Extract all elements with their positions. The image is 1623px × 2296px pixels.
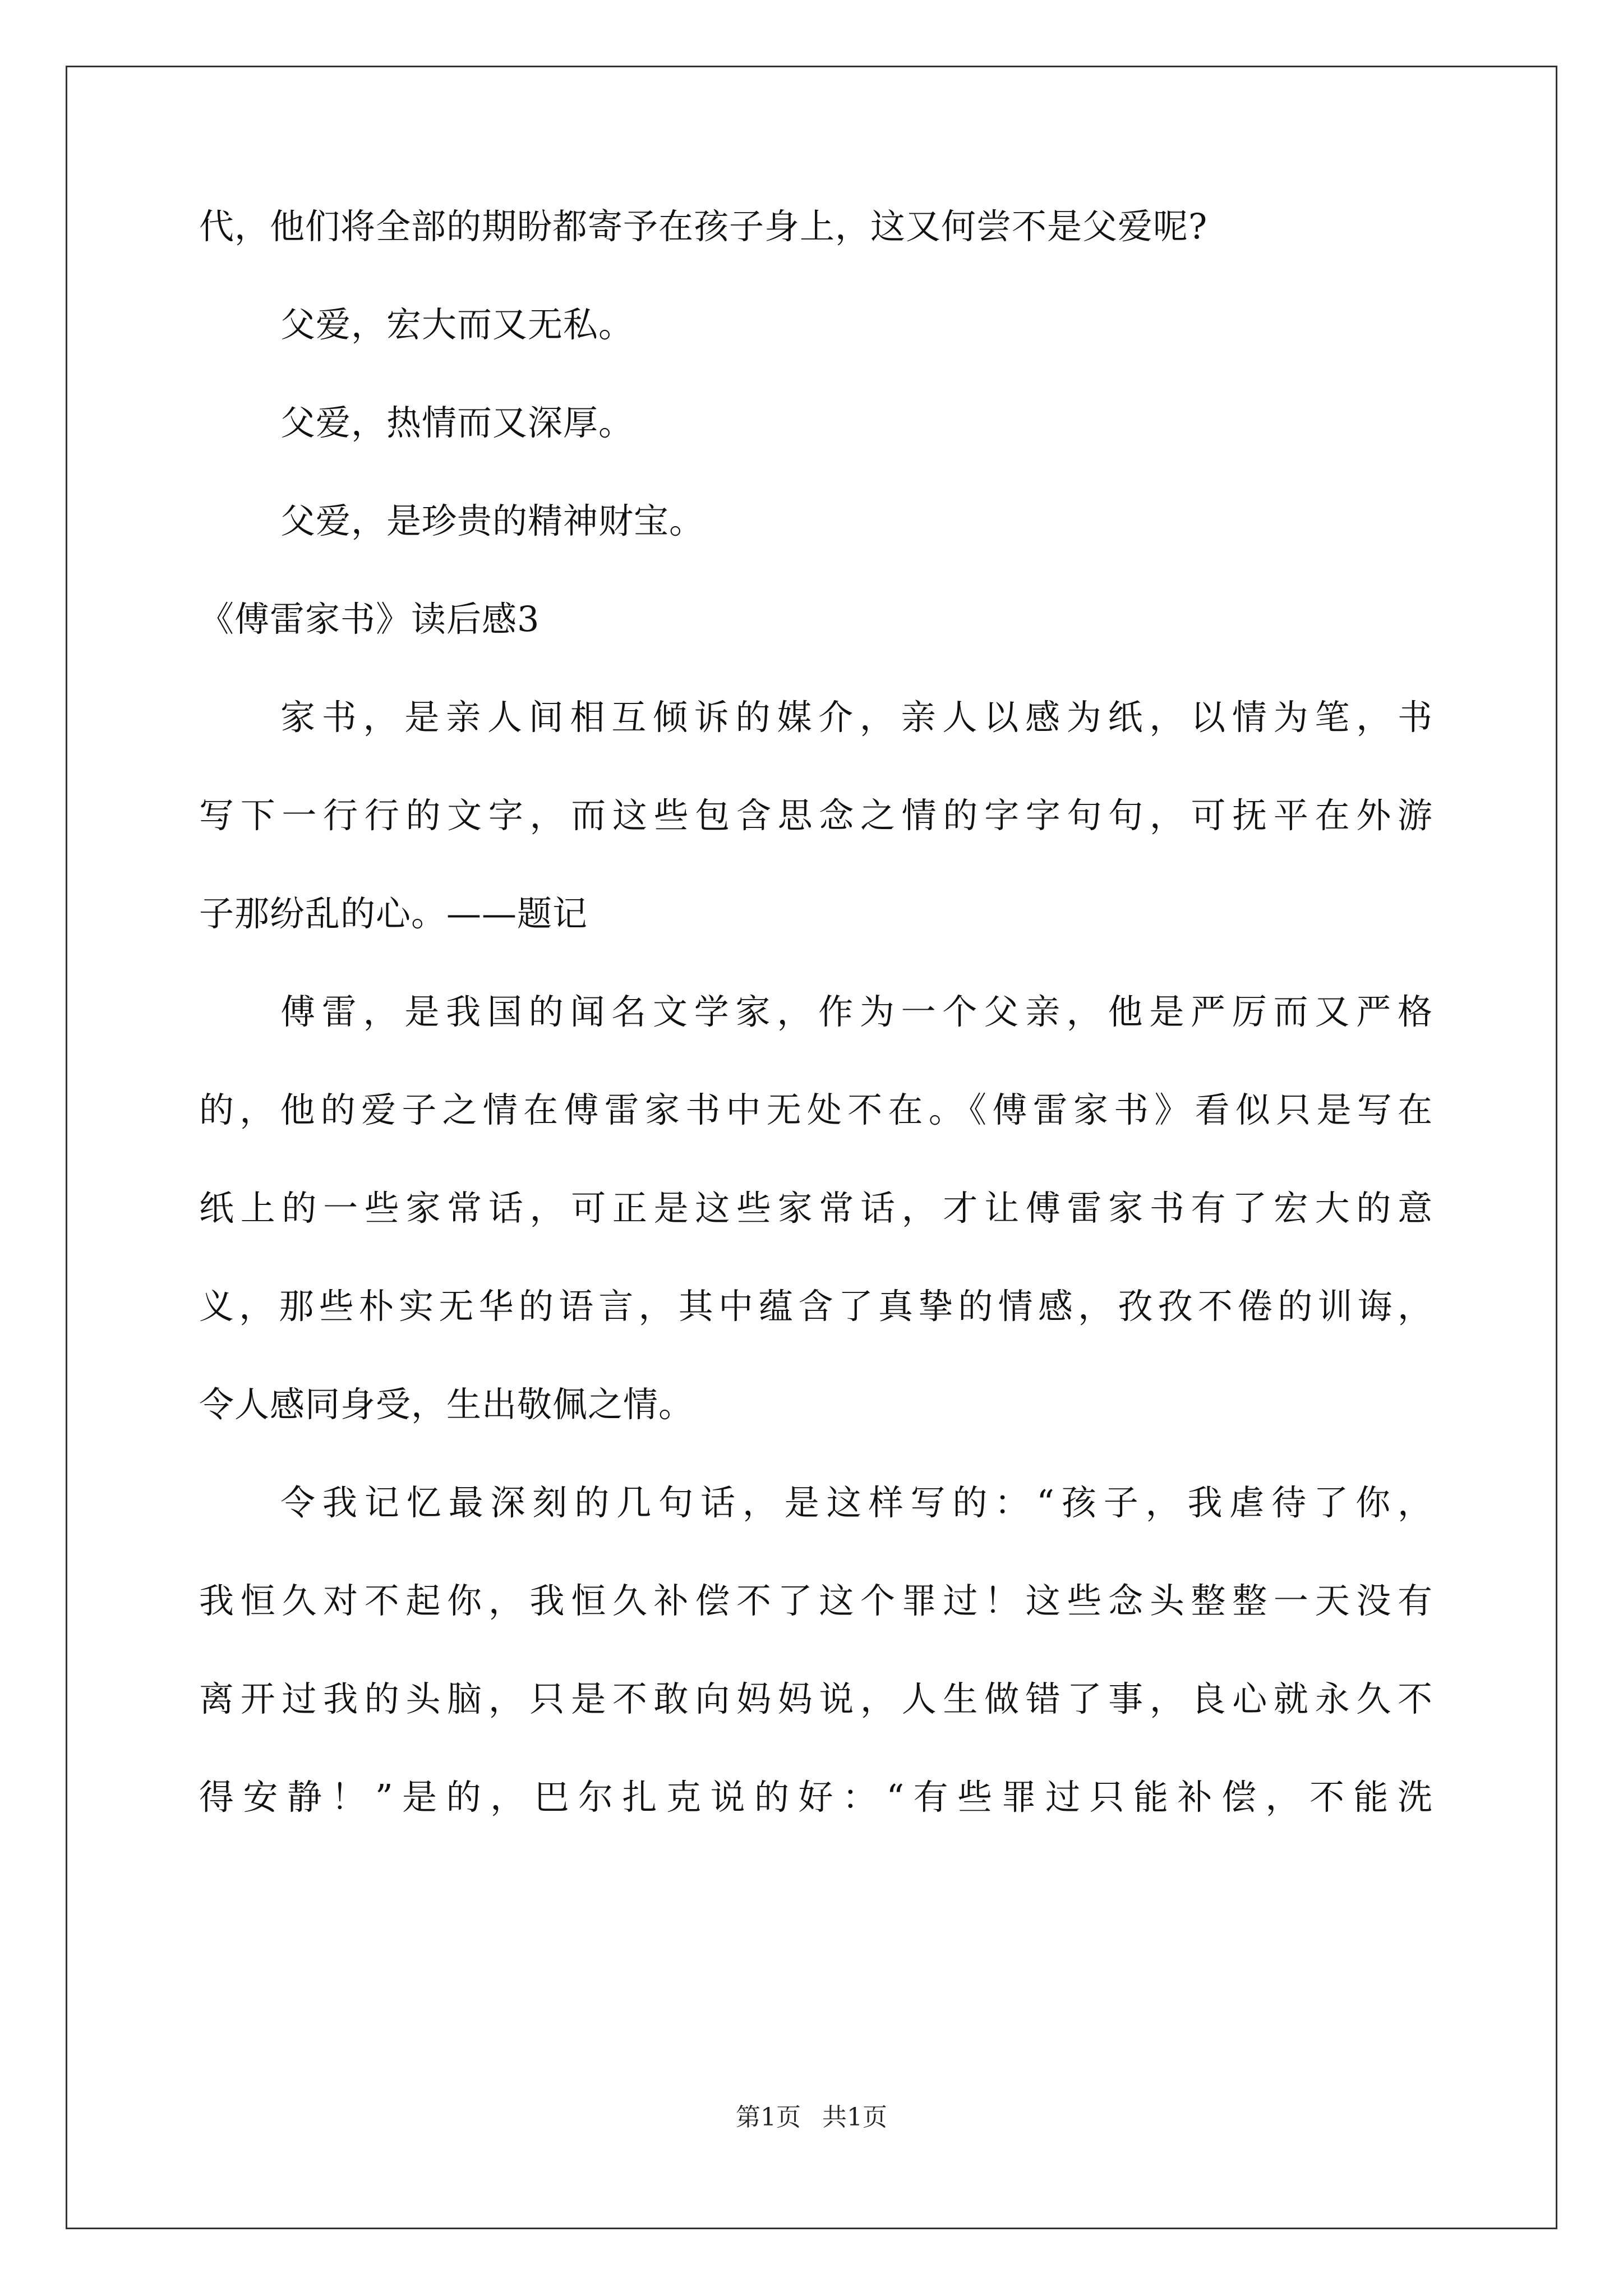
text-line: 写下一行行的文字，而这些包含思念之情的字字句句，可抚平在外游 — [199, 795, 1433, 836]
page-number-current: 第1页 — [736, 2103, 801, 2132]
text-line: 子那纷乱的心。——题记 — [199, 893, 588, 934]
text-line: 离开过我的头脑，只是不敢向妈妈说，人生做错了事，良心就永久不 — [199, 1678, 1433, 1719]
text-line: 傅雷，是我国的闻名文学家，作为一个父亲，他是严厉而又严格 — [280, 991, 1433, 1032]
page-footer — [0, 2101, 1623, 2134]
text-line: 我恒久对不起你，我恒久补偿不了这个罪过！这些念头整整一天没有 — [199, 1580, 1433, 1621]
text-line: 父爱，宏大而又无私。 — [280, 304, 634, 345]
text-line: 令我记忆最深刻的几句话，是这样写的：“孩子，我虐待了你， — [280, 1482, 1433, 1523]
text-line: 纸上的一些家常话，可正是这些家常话，才让傅雷家书有了宏大的意 — [199, 1188, 1433, 1228]
page-number-total: 共1页 — [822, 2103, 887, 2132]
text-line: 父爱，热情而又深厚。 — [280, 402, 634, 443]
text-line: 家书，是亲人间相互倾诉的媒介，亲人以感为纸，以情为笔，书 — [280, 697, 1433, 738]
text-line: 义，那些朴实无华的语言，其中蕴含了真挚的情感，孜孜不倦的训诲， — [199, 1286, 1433, 1327]
text-line: 得安静！”是的，巴尔扎克说的好：“有些罪过只能补偿，不能洗 — [199, 1777, 1433, 1818]
text-line: 父爱，是珍贵的精神财宝。 — [280, 500, 705, 541]
text-line: 代，他们将全部的期盼都寄予在孩子身上，这又何尝不是父爱呢? — [199, 206, 1208, 247]
page-frame — [66, 66, 1557, 2229]
text-line: 的，他的爱子之情在傅雷家书中无处不在。《傅雷家书》看似只是写在 — [199, 1089, 1433, 1130]
text-line: 令人感同身受，生出敬佩之情。 — [199, 1384, 694, 1425]
section-heading: 《傅雷家书》读后感3 — [199, 599, 540, 639]
